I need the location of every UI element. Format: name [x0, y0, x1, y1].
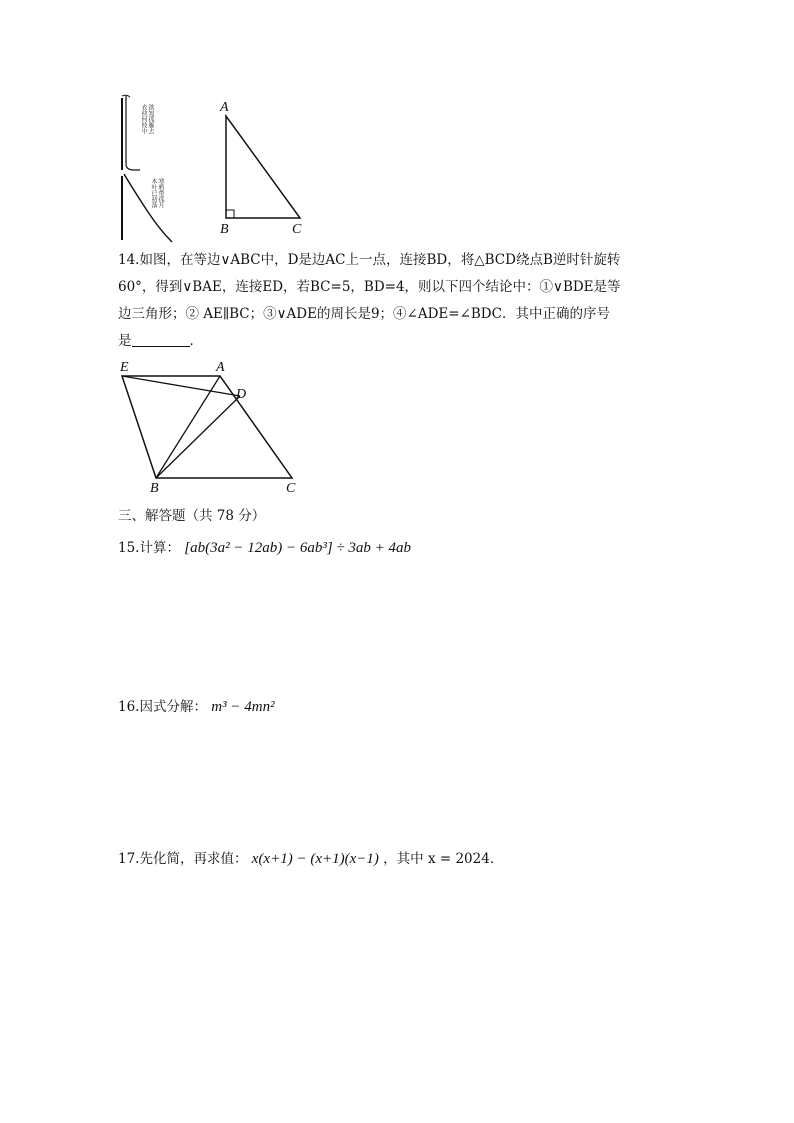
label-a: A — [216, 360, 225, 375]
scroll-caption-1: 欲知孤雁去 衣袂何枝中 — [140, 104, 154, 134]
label-b: B — [220, 222, 229, 236]
section-title: 三、解答题（共 78 分） — [118, 508, 266, 524]
rotation-figure — [114, 358, 304, 498]
label-d: D — [236, 387, 247, 402]
q15-expression: [ab(3a² − 12ab) − 6ab³] ÷ 3ab + 4ab — [184, 540, 412, 556]
q17-prefix: 17.先化简，再求值： — [118, 851, 248, 867]
q14-line-2: 60°，得到∨BAE，连接ED，若BC=5，BD=4，则以下四个结论中：①∨BDE是等 — [118, 279, 621, 295]
segment-bd — [156, 396, 240, 478]
q14-line-1: 14.如图，在等边∨ABC中，D是边AC上一点，连接BD，将△BCD绕点B逆时针旋转 — [118, 252, 621, 268]
right-triangle-figure — [212, 96, 312, 236]
q16 — [118, 697, 275, 717]
q16-expression: m³ − 4mn² — [211, 699, 275, 715]
right-angle-mark — [226, 210, 234, 218]
scroll-caption-2: 寒鸦带孤月 木叶已初落 — [150, 178, 164, 208]
label-e: E — [120, 360, 129, 375]
q17-suffix: ，其中 x = 2024． — [383, 851, 504, 867]
label-b: B — [150, 481, 159, 496]
label-c: C — [292, 222, 302, 236]
q15 — [118, 538, 411, 558]
segment-ab — [156, 376, 220, 478]
label-a: A — [220, 100, 229, 115]
q14-line-3: 边三角形；② AE∥BC；③∨ADE的周长是9；④∠ADE=∠BDC．其中正确的序号 — [118, 306, 610, 322]
right-triangle — [226, 116, 300, 218]
q14-line-4 — [118, 331, 203, 351]
q17 — [118, 849, 503, 869]
q14-line-4-suffix: ． — [189, 333, 203, 349]
quad-outline — [122, 376, 292, 478]
answer-blank[interactable] — [132, 332, 190, 347]
label-c: C — [286, 481, 296, 496]
q15-prefix: 15.计算： — [118, 540, 180, 556]
q14-line-4-prefix: 是 — [118, 333, 132, 349]
q17-expression: x(x+1) − (x+1)(x−1) — [251, 851, 379, 867]
q16-prefix: 16.因式分解： — [118, 699, 207, 715]
